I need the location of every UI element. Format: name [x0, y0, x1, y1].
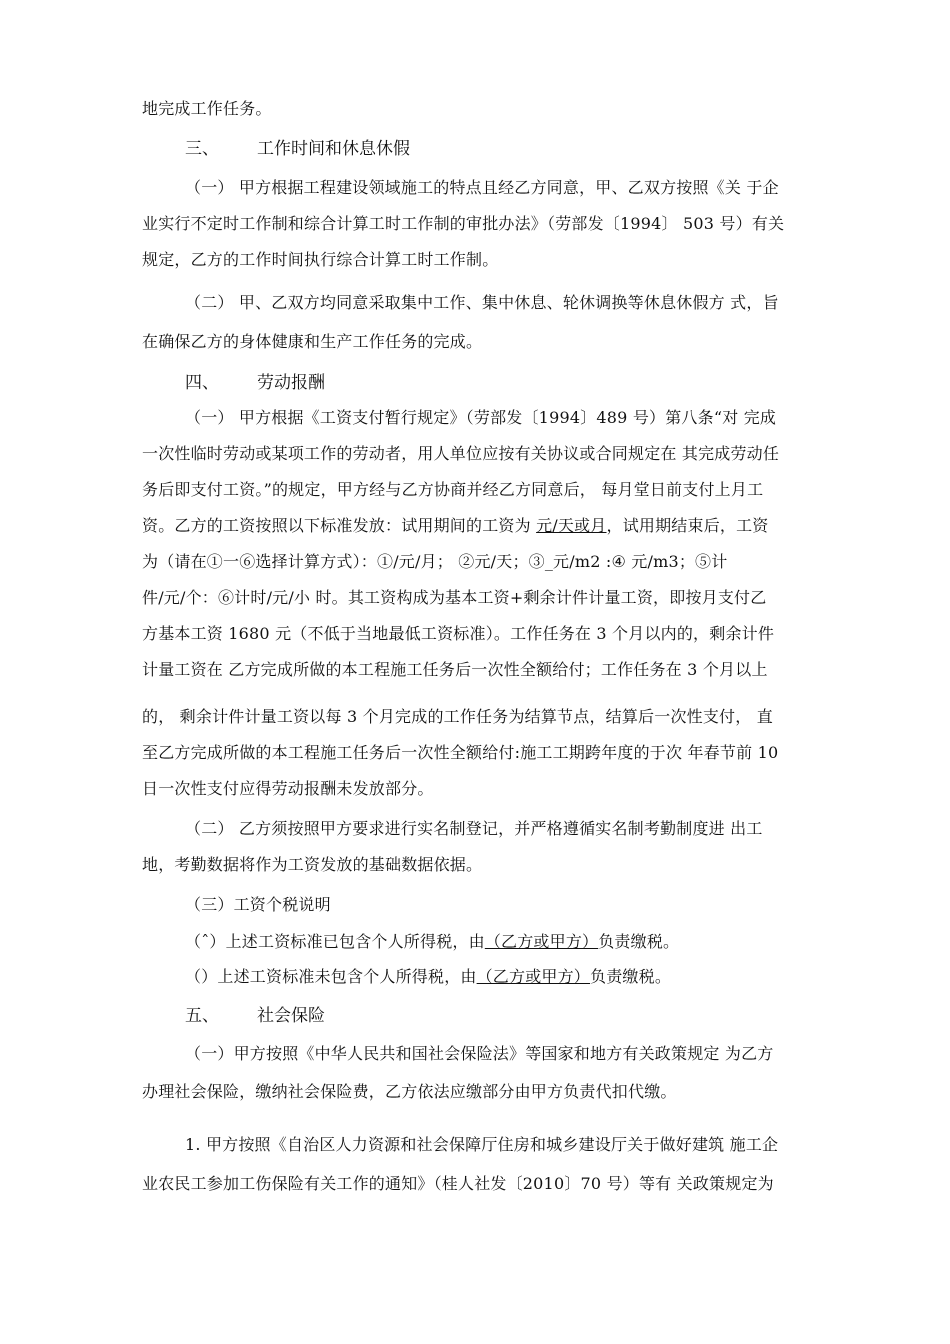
paragraph-line: 业实行不定时工作制和综合计算工时工作制的审批办法》（劳部发〔1994〕 503 号）有关 [142, 214, 785, 233]
paragraph-line: 在确保乙方的身体健康和生产工作任务的完成。 [142, 332, 483, 351]
line-text: （ˆ）上述工资标准已包含个人所得税，由 [185, 932, 485, 951]
paragraph-line [185, 931, 825, 953]
paragraph-line: （一）甲方按照《中华人民共和国社会保险法》等国家和地方有关政策规定 为乙方 [185, 1044, 774, 1063]
line-text: ，试用期结束后，工资 [606, 516, 769, 535]
paragraph-line: 业农民工参加工伤保险有关工作的通知》（桂人社发〔2010〕70 号）等有 关政策规定为 [142, 1174, 774, 1193]
section-number: 四、 [185, 373, 219, 393]
paragraph-line: 地，考勤数据将作为工资发放的基础数据依据。 [142, 855, 483, 874]
section-title: 劳动报酬 [257, 373, 325, 393]
paragraph-line: （一） 甲方根据《工资支付暂行规定》（劳部发〔1994〕489 号）第八条“对 完成 [185, 408, 777, 427]
section-number: 五、 [185, 1006, 219, 1026]
section-title: 工作时间和休息休假 [257, 139, 410, 159]
paragraph-line: 计量工资在 乙方完成所做的本工程施工任务后一次性全额给付；工作任务在 3 个月以上 [142, 660, 768, 679]
section-heading [185, 1004, 325, 1028]
paragraph-line: 1. 甲方按照《自治区人力资源和社会保障厅住房和城乡建设厅关于做好建筑 施工企 [185, 1135, 779, 1154]
paragraph-line: （一） 甲方根据工程建设领域施工的特点且经乙方同意，甲、乙双方按照《关 于企 [185, 178, 779, 197]
paragraph-line [142, 515, 822, 537]
paragraph-line: 至乙方完成所做的本工程施工任务后一次性全额给付:施工工期跨年度的于次 年春节前 10 [142, 743, 779, 762]
underlined-blank: （乙方或甲方） [484, 932, 599, 951]
underlined-blank: （乙方或甲方） [476, 967, 591, 986]
paragraph-line: （二） 甲、乙双方均同意采取集中工作、集中休息、轮休调换等休息休假方 式，旨 [185, 293, 779, 312]
paragraph-line: 的， 剩余计件计量工资以每 3 个月完成的工作任务为结算节点，结算后一次性支付， 直 [142, 707, 773, 726]
paragraph-line: 一次性临时劳动或某项工作的劳动者，用人单位应按有关协议或合同规定在 其完成劳动任 [142, 444, 780, 463]
paragraph-line: 为（请在①一⑥选择计算方式）：①/元/月； ②元/天；③_元/m2 :④ 元/m3；⑤计 [142, 552, 728, 571]
section-title: 社会保险 [257, 1006, 325, 1026]
line-text: 负责缴税。 [598, 932, 680, 951]
paragraph-line [185, 966, 825, 988]
paragraph-line: 规定，乙方的工作时间执行综合计算工时工作制。 [142, 250, 499, 269]
paragraph-line: 地完成工作任务。 [142, 99, 272, 118]
section-heading [185, 137, 410, 161]
section-heading [185, 371, 325, 395]
paragraph-line: （二） 乙方须按照甲方要求进行实名制登记，并严格遵循实名制考勤制度进 出工 [185, 819, 763, 838]
paragraph-line: （三）工资个税说明 [185, 895, 331, 914]
line-text: 负责缴税。 [590, 967, 672, 986]
paragraph-line: 件/元/个：⑥计时/元/小 时。其工资构成为基本工资+剩余计件计量工资，即按月支付乙 [142, 588, 767, 607]
line-text: 资。乙方的工资按照以下标准发放：试用期间的工资为 [142, 516, 537, 535]
paragraph-line: 办理社会保险，缴纳社会保险费，乙方依法应缴部分由甲方负责代扣代缴。 [142, 1082, 677, 1101]
line-text: （）上述工资标准未包含个人所得税，由 [185, 967, 477, 986]
section-number: 三、 [185, 139, 219, 159]
underlined-blank: 元/天或月 [536, 516, 607, 535]
paragraph-line: 方基本工资 1680 元（不低于当地最低工资标准）。工作任务在 3 个月以内的，剩余计件 [142, 624, 775, 643]
paragraph-line: 日一次性支付应得劳动报酬未发放部分。 [142, 779, 434, 798]
paragraph-line: 务后即支付工资。”的规定，甲方经与乙方协商并经乙方同意后， 每月堂日前支付上月工 [142, 480, 764, 499]
